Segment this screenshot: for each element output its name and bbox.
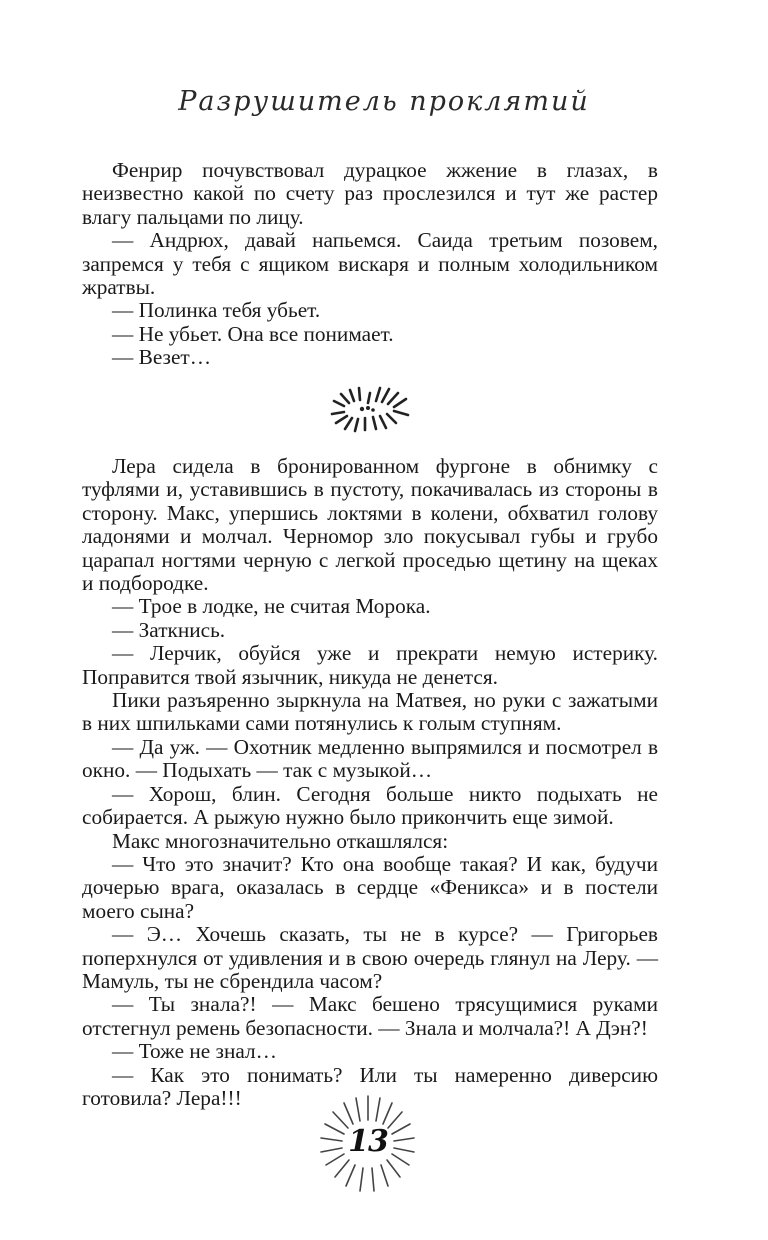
scene-break-ornament-icon (324, 384, 416, 434)
paragraph: — Полинка тебя убьет. (112, 298, 321, 323)
paragraph: Фенрир почувствовал дурацкое жжение в глазах, в неизвестно какой по счету раз прослезился и тут же растер влагу пальцами по лицу. (82, 158, 658, 229)
paragraph: — Лерчик, обуйся уже и прекрати немую истерику. Поправится твой язычник, никуда не денется. (82, 641, 658, 689)
paragraph: — Хорош, блин. Сегодня больше никто подыхать не собирается. А рыжую нужно было прикончить еще зимой. (82, 781, 658, 830)
paragraph: — Э… Хочешь сказать, ты не в курсе? — Григорьев поперхнулся от удивления и в свою очередь глянул на Леру. — Мамуль, ты не сбрендила часом? (82, 922, 658, 993)
paragraph: Макс многозначительно откашлялся: (112, 828, 449, 853)
paragraph: — Тоже не знал… (112, 1039, 277, 1064)
paragraph: — Да уж. — Охотник медленно выпрямился и посмотрел в окно. — Подыхать — так с музыкой… (82, 734, 658, 783)
paragraph: — Трое в лодке, не считая Морока. (112, 594, 431, 619)
paragraph: Пики разъяренно зыркнула на Матвея, но руки с зажатыми в них шпильками сами потянулись к голым ступням. (82, 688, 658, 736)
running-head-title: Разрушитель проклятий (178, 86, 590, 117)
page-number: 13 (348, 1124, 388, 1159)
paragraph: — Андрюх, давай напьемся. Саида третьим позовем, запремся у тебя с ящиком вискаря и полным холодильником жратвы. (82, 228, 658, 300)
section-2-text (82, 455, 658, 1110)
paragraph: — Заткнись. (112, 617, 226, 642)
paragraph: — Как это понимать? Или ты намеренно диверсию готовила? Лера!!! (82, 1062, 658, 1110)
paragraph: — Что это значит? Кто она вообще такая? И как, будучи дочерью врага, оказалась в сердце «Феникса» и в постели моего сына? (82, 851, 658, 923)
paragraph: — Не убьет. Она все понимает. (112, 321, 394, 346)
paragraph: — Ты знала?! — Макс бешено трясущимися руками отстегнул ремень безопасности. — Знала и молчала?! А Дэн?! (82, 992, 658, 1040)
paragraph: Лера сидела в бронированном фургоне в обнимку с туфлями и, уставившись в пустоту, покачивалась из стороны в сторону. Макс, упершись локтями в колени, обхватил голову ладонями и молчал. Черномор зло покусывал губы и грубо царапал ногтями черную с легкой проседью щетину на щеках и подбородке. (82, 454, 658, 596)
paragraph: — Везет… (112, 345, 212, 370)
section-1-text (82, 159, 658, 370)
